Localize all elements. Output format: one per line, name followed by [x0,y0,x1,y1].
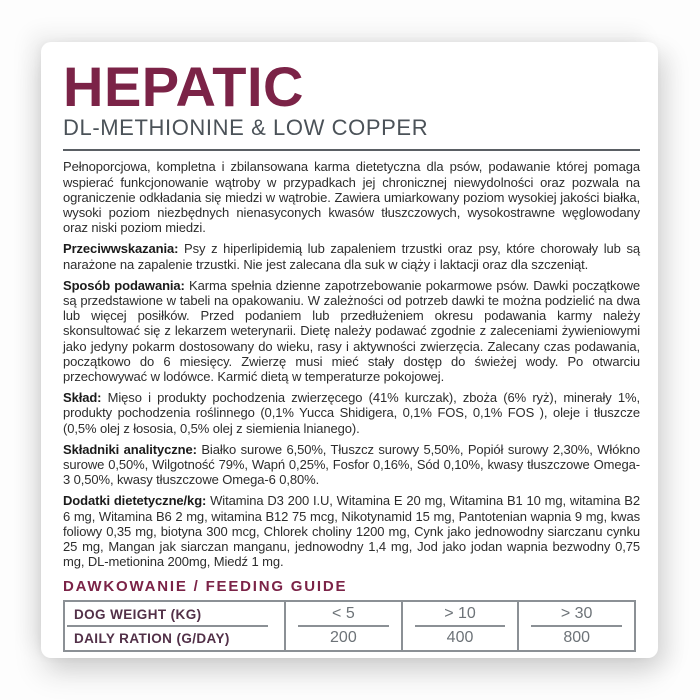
contraindications-text: Psy z hiperlipidemią lub zapaleniem trzustki oraz psy, które chorowały lub są narażone na zapalenie trzustki. Nie jest zalecana dla suk w ciąży i laktacji oraz dla szczeniąt. [63,241,640,272]
table-cell-ration-1 [284,626,401,650]
feeding-guide-table [63,600,636,652]
contraindications-label: Przeciwwskazania: [63,241,179,257]
title-divider [63,149,640,151]
contraindications-paragraph [63,241,640,271]
table-cell-ration-3 [517,626,634,650]
ration-value-1: 200 [330,629,357,647]
feeding-method-label: Sposób podawania: [63,277,185,293]
weight-value-3: > 30 [560,605,593,623]
table-cell-ration-2 [401,626,518,650]
table-cell-dog-weight-label [65,602,284,626]
weight-value-1: < 5 [332,605,355,623]
analytical-constituents-paragraph [63,442,640,488]
table-cell-weight-1 [284,602,401,626]
table-cell-weight-2 [401,602,518,626]
product-label-card [41,42,658,658]
dog-weight-label: DOG WEIGHT (KG) [74,606,202,622]
description-paragraph: Pełnoporcjowa, kompletna i zbilansowana karma dietetyczna dla psów, podawanie której pomaga wspierać funkcjonowanie wątroby w przypadkach jej chronicznej niewydolności oraz pozwala na ograniczenie odkładania się miedzi w wątrobie. Zawiera umiarkowany poziom wysokiej jakości białka, wysoki poziom niezbędnych nienasyconych kwasów tłuszczowych, wysokostrawne węglowodany oraz niski poziom miedzi. [63,159,640,236]
analytical-constituents-label: Składniki analityczne: [63,441,197,457]
daily-ration-label: DAILY RATION (G/DAY) [74,630,230,646]
dietary-additives-paragraph [63,493,640,569]
dietary-additives-text: Witamina D3 200 I.U, Witamina E 20 mg, Witamina B1 10 mg, witamina B2 6 mg, Witamina B6 2 mg, witamina B12 75 mcg, Nikotynamid 15 mg, Pantotenian wapnia 9 mg, kwas foliowy 0,35 mg, biotyna 300 mcg, Chlorek choliny 1200 mg, Cynk jako jednowodny siarczanu cynku 25 mg, Mangan jak siarczan manganu, jednowodny 1,4 mg, Jod jako jodan wapnia bezwodny 0,75 mg, DL-metionina 200mg, Miedź 1 mg. [63,493,640,570]
feeding-guide-heading: DAWKOWANIE / FEEDING GUIDE [63,578,348,596]
table-cell-daily-ration-label [65,626,284,650]
composition-label: Skład: [63,390,102,406]
product-subtitle: DL-METHIONINE & LOW COPPER [63,115,429,141]
composition-text: Mięso i produkty pochodzenia zwierzęcego (41% kurczak), zboża (6% ryż), minerały 1%, produkty pochodzenia roślinnego (0,1% Yucca Shidigera, 0,1% FOS, 0,1% FOS ), oleje i tłuszcze (0,5% olej z łososia, 0,5% olej z siemienia lnianego). [63,390,640,436]
feeding-method-text: Karma spełnia dzienne zapotrzebowanie pokarmowe psów. Dawki początkowe są przedstawione w tabeli na opakowaniu. W zależności od potrzeb dawki te można podzielić na dwa lub więcej posiłków. Przed podaniem lub przedłużeniem okresu podawania karmy należy skonsultować się z lekarzem weterynarii. Dietę należy podawać zgodnie z zaleceniami żywieniowymi jako jedyny pokarm dostosowany do wieku, rasy i aktywności zwierzęcia. Zalecany czas podawania, początkowo do 6 miesięcy. Zwierzę musi mieć stały dostęp do świeżej wody. Po otwarciu przechowywać w lodówce. Karmić dietą w temperaturze pokojowej. [63,277,641,385]
analytical-constituents-text: Białko surowe 6,50%, Tłuszcz surowy 5,50%, Popiół surowy 2,30%, Włókno surowe 0,50%, Wilgotność 79%, Wapń 0,25%, Fosfor 0,16%, Sód 0,10%, kwasy tłuszczowe Omega-3 0,50%, kwasy tłuszczowe Omega-6 0,80%. [63,441,640,488]
ration-value-3: 800 [563,629,591,647]
product-title: HEPATIC [63,55,304,118]
weight-value-2: > 10 [444,605,476,623]
table-cell-weight-3 [517,602,634,626]
dietary-additives-label: Dodatki dietetyczne/kg: [63,493,207,509]
composition-paragraph [63,390,640,436]
feeding-method-paragraph [63,278,640,384]
ration-value-2: 400 [446,629,474,647]
